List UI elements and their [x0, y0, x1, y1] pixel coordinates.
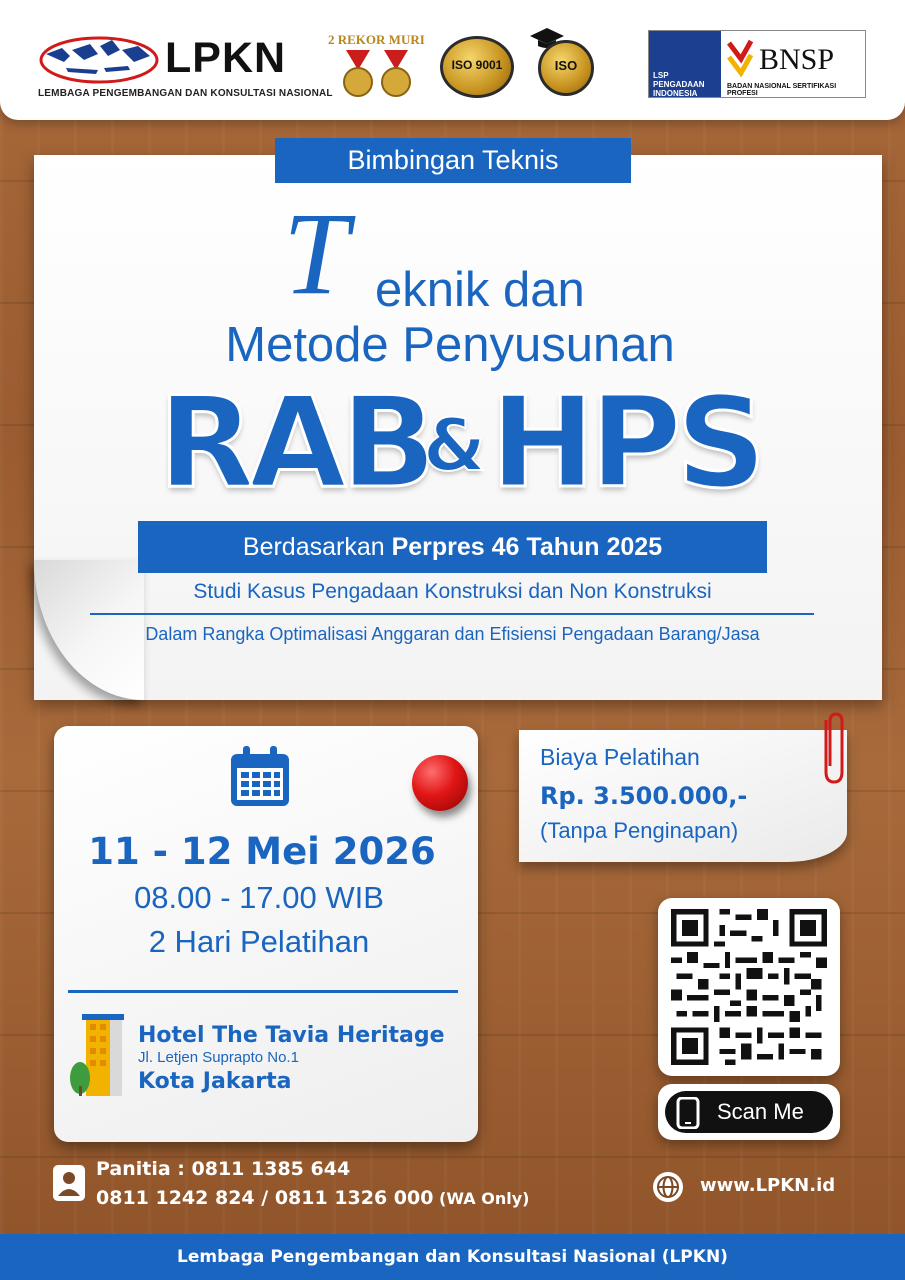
- qr-card[interactable]: [658, 898, 840, 1076]
- lsp-label: LSP PENGADAAN INDONESIA: [653, 71, 705, 98]
- footer-bar: Lembaga Pengembangan dan Konsultasi Nasional (LPKN): [0, 1234, 905, 1280]
- bnsp-full-name: BADAN NASIONAL SERTIFIKASI PROFESI: [727, 83, 837, 97]
- title-hps: HPS: [490, 369, 761, 516]
- event-type-badge: Bimbingan Teknis: [275, 138, 631, 183]
- case-study-text: Studi Kasus Pengadaan Konstruksi dan Non Konstruksi: [193, 580, 712, 603]
- regulation-banner: [138, 521, 767, 573]
- hotel-city: Kota Jakarta: [138, 1069, 292, 1094]
- iso-9001-label: ISO 9001: [451, 58, 503, 72]
- contact-committee[interactable]: Panitia : 0811 1385 644: [96, 1158, 351, 1180]
- iso-badge-icon: [440, 36, 514, 98]
- price-value: Rp. 3.500.000,-: [540, 782, 748, 810]
- regulation-prefix: Berdasarkan: [242, 533, 392, 561]
- event-date: 11 - 12 Mei 2026: [88, 830, 436, 873]
- price-label: Biaya Pelatihan: [540, 744, 700, 770]
- bnsp-label: BNSP: [759, 43, 835, 76]
- medal-icon: [340, 50, 416, 98]
- hotel-building-icon: [68, 1010, 128, 1096]
- muri-label: 2 REKOR MURI: [328, 32, 425, 47]
- title-initial: T: [283, 188, 349, 319]
- title-line-2: Metode Penyusunan: [225, 318, 675, 372]
- indonesia-map-logo-icon: [38, 30, 160, 86]
- contact-card-icon: [52, 1164, 86, 1202]
- org-short-name: LPKN: [165, 34, 287, 82]
- bnsp-logo-box: [648, 30, 866, 98]
- org-full-name: LEMBAGA PENGEMBANGAN DAN KONSULTASI NASIONAL: [38, 88, 333, 99]
- iso-21001-label: ISO: [554, 58, 578, 73]
- bnsp-emblem-icon: [725, 37, 755, 77]
- phone-icon: [676, 1097, 700, 1129]
- event-duration: 2 Hari Pelatihan: [148, 924, 370, 959]
- card-divider: [68, 990, 458, 993]
- title-ampersand: &: [423, 403, 486, 487]
- price-note: (Tanpa Penginapan): [540, 818, 739, 843]
- qr-code-icon[interactable]: [671, 909, 827, 1065]
- iso-21001-badge-icon: [538, 40, 594, 96]
- title-rab: RAB: [158, 369, 431, 516]
- pushpin-icon: [412, 755, 468, 811]
- lsp-logo: [649, 31, 721, 97]
- calendar-icon: [228, 744, 292, 808]
- contact-whatsapp-suffix: (WA Only): [433, 1189, 530, 1208]
- header-bar: [0, 0, 905, 120]
- context-text: Dalam Rangka Optimalisasi Anggaran dan Efisiensi Pengadaan Barang/Jasa: [145, 624, 760, 644]
- hotel-address: Jl. Letjen Suprapto No.1: [138, 1049, 299, 1066]
- regulation-name: Perpres 46 Tahun 2025: [391, 533, 663, 561]
- scan-me-label[interactable]: Scan Me: [717, 1099, 804, 1124]
- title-line-1: eknik dan: [375, 263, 585, 317]
- website-link[interactable]: www.LPKN.id: [700, 1175, 836, 1196]
- paperclip-icon: [818, 710, 848, 788]
- event-time: 08.00 - 17.00 WIB: [134, 880, 384, 915]
- contact-whatsapp-numbers[interactable]: 0811 1242 824 / 0811 1326 000: [96, 1187, 434, 1209]
- globe-icon: [652, 1171, 684, 1203]
- contact-whatsapp[interactable]: [96, 1185, 529, 1212]
- divider-line: [90, 613, 814, 615]
- hotel-name: Hotel The Tavia Heritage: [138, 1023, 445, 1048]
